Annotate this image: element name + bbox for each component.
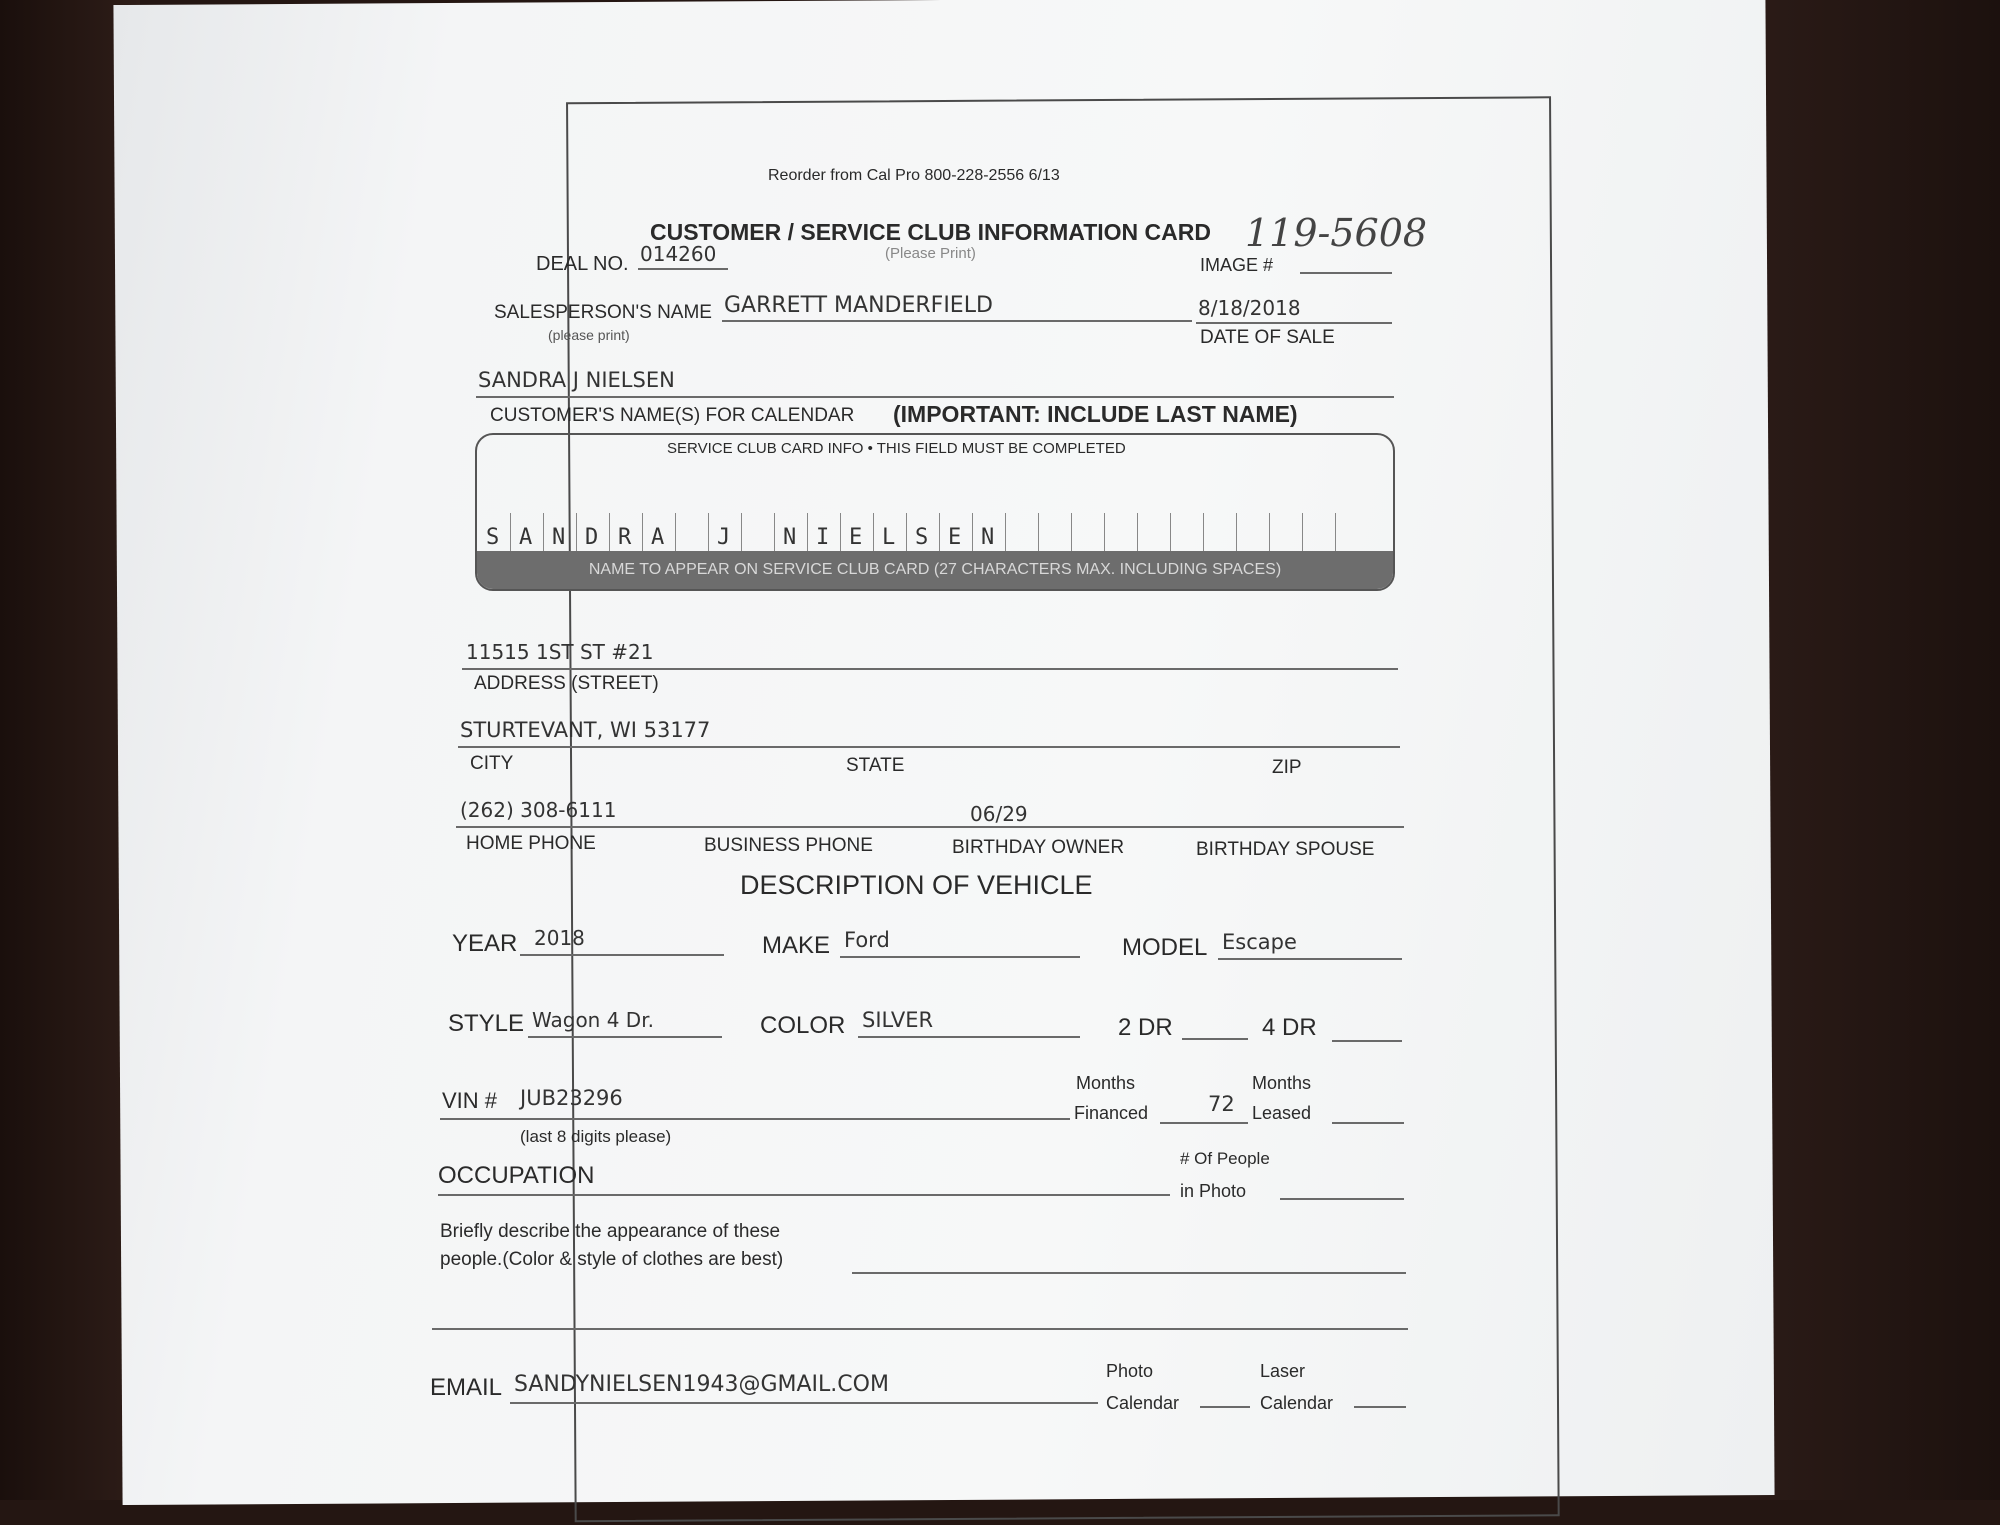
people-line[interactable] (1280, 1198, 1404, 1200)
service-card-cell-divider (642, 513, 643, 553)
service-club-card-box (475, 433, 1395, 591)
financed-months-label: Months (1076, 1073, 1136, 1093)
occupation-line[interactable] (438, 1194, 1170, 1196)
service-card-cell-divider (609, 513, 610, 553)
service-card-cell-divider (1335, 513, 1336, 553)
photo-label: Photo (1106, 1361, 1154, 1381)
address-line (462, 668, 1398, 670)
style-value[interactable]: Wagon 4 Dr. (532, 1008, 654, 1032)
service-card-band-text: NAME TO APPEAR ON SERVICE CLUB CARD (27 CHARACTERS MAX. INCLUDING SPACES) (588, 561, 1282, 578)
color-label: COLOR (760, 1012, 846, 1039)
occupation-label: OCCUPATION (438, 1162, 595, 1189)
style-line (528, 1036, 722, 1038)
date-of-sale-label: DATE OF SALE (1200, 327, 1335, 348)
service-card-cell-divider (675, 513, 676, 553)
describe-line-1: Briefly describe the appearance of these (440, 1221, 781, 1242)
make-line (840, 956, 1080, 958)
service-card-letter: I (816, 525, 830, 550)
service-card-cell-divider (1170, 513, 1171, 553)
describe-extra-line[interactable] (432, 1328, 1408, 1330)
email-value[interactable]: SANDYNIELSEN1943@GMAIL.COM (514, 1372, 889, 1397)
service-card-letter: D (585, 525, 599, 550)
customer-name-label: CUSTOMER'S NAME(S) FOR CALENDAR (490, 405, 855, 426)
desk-right-background (1750, 0, 2000, 1500)
laser-label: Laser (1260, 1361, 1306, 1381)
service-card-header: SERVICE CLUB CARD INFO • THIS FIELD MUST BE COMPLETED (667, 440, 1126, 457)
service-card-cell-divider (774, 513, 775, 553)
customer-name-value[interactable]: SANDRA J NIELSEN (478, 368, 675, 392)
model-value[interactable]: Escape (1222, 930, 1297, 954)
form-title: CUSTOMER / SERVICE CLUB INFORMATION CARD (650, 219, 1211, 245)
service-card-letter: L (882, 525, 896, 550)
service-card-letter: A (651, 525, 665, 550)
model-line (1218, 958, 1402, 960)
salesperson-please-print: (please print) (548, 327, 630, 343)
salesperson-label: SALESPERSON'S NAME (494, 302, 712, 323)
service-card-cell-divider (1005, 513, 1006, 553)
service-card-cell-divider (906, 513, 907, 553)
service-card-cell-divider (840, 513, 841, 553)
year-label: YEAR (452, 930, 518, 957)
city-state-zip-value[interactable]: STURTEVANT, WI 53177 (460, 718, 711, 742)
describe-line-2: people.(Color & style of clothes are best) (440, 1249, 784, 1270)
vin-label: VIN # (442, 1088, 498, 1113)
image-number-line (1300, 272, 1392, 274)
zip-label: ZIP (1272, 757, 1302, 778)
deal-number-line (638, 268, 728, 270)
phone-line (456, 826, 1404, 828)
service-card-cell-divider (1104, 513, 1105, 553)
state-label: STATE (846, 755, 905, 776)
service-card-cell-divider (543, 513, 544, 553)
service-card-cell-divider (1302, 513, 1303, 553)
service-card-cell-divider (708, 513, 709, 553)
service-card-letter: N (783, 525, 797, 550)
style-label: STYLE (448, 1010, 525, 1037)
make-value[interactable]: Ford (844, 928, 890, 952)
service-card-cell-divider (1236, 513, 1237, 553)
address-label: ADDRESS (STREET) (474, 673, 659, 694)
four-door-label: 4 DR (1262, 1014, 1317, 1041)
service-card-letter: A (519, 525, 533, 550)
color-value[interactable]: SILVER (862, 1008, 934, 1032)
year-line (520, 954, 724, 956)
business-phone-label: BUSINESS PHONE (704, 835, 873, 856)
birthday-owner-value[interactable]: 06/29 (970, 802, 1028, 826)
service-card-cell-divider (939, 513, 940, 553)
birthday-owner-label: BIRTHDAY OWNER (952, 837, 1125, 858)
deal-number-label: DEAL NO. (536, 253, 629, 275)
vin-line (440, 1118, 1070, 1120)
birthday-spouse-label: BIRTHDAY SPOUSE (1196, 839, 1375, 860)
vin-value[interactable]: JUB23296 (520, 1086, 623, 1110)
model-label: MODEL (1122, 934, 1208, 961)
service-card-letter: N (552, 525, 566, 550)
service-card-letter: J (717, 525, 731, 550)
leased-label: Leased (1252, 1103, 1312, 1123)
make-label: MAKE (762, 932, 831, 959)
deal-number-value[interactable]: 014260 (640, 242, 717, 266)
vin-note: (last 8 digits please) (520, 1127, 672, 1146)
describe-line[interactable] (852, 1272, 1406, 1274)
two-door-label: 2 DR (1118, 1014, 1173, 1041)
customer-name-line (476, 396, 1394, 398)
people-label-2: in Photo (1180, 1181, 1247, 1201)
service-card-cell-divider (1203, 513, 1204, 553)
four-door-line[interactable] (1332, 1040, 1402, 1042)
vehicle-heading: DESCRIPTION OF VEHICLE (740, 870, 1093, 900)
important-note: (IMPORTANT: INCLUDE LAST NAME) (893, 401, 1298, 427)
financed-line (1160, 1122, 1248, 1124)
home-phone-value[interactable]: (262) 308-6111 (460, 798, 617, 822)
service-card-character-grid (477, 513, 1393, 553)
date-of-sale-line (1196, 322, 1392, 324)
city-line (458, 746, 1400, 748)
service-card-letter: S (486, 525, 500, 550)
service-card-letter: N (981, 525, 995, 550)
laser-calendar-line[interactable] (1354, 1406, 1406, 1408)
service-card-cell-divider (972, 513, 973, 553)
photo-calendar-line[interactable] (1200, 1406, 1250, 1408)
reorder-text: Reorder from Cal Pro 800-228-2556 6/13 (768, 167, 1060, 184)
people-label-1: # Of People (1180, 1149, 1270, 1168)
photo-calendar-label: Calendar (1106, 1393, 1180, 1413)
home-phone-label: HOME PHONE (466, 833, 596, 854)
service-card-cell-divider (873, 513, 874, 553)
financed-label: Financed (1074, 1103, 1149, 1123)
year-value[interactable]: 2018 (534, 926, 585, 950)
salesperson-value[interactable]: GARRETT MANDERFIELD (724, 293, 993, 318)
service-card-cell-divider (1137, 513, 1138, 553)
image-number-handwritten: 119-5608 (1245, 211, 1428, 255)
service-card-cell-divider (807, 513, 808, 553)
service-card-letter: E (948, 525, 962, 550)
color-line (858, 1036, 1080, 1038)
laser-calendar-label: Calendar (1260, 1393, 1334, 1413)
service-card-cell-divider (1071, 513, 1072, 553)
service-card-letter: E (849, 525, 863, 550)
email-line (510, 1402, 1098, 1404)
image-number-label: IMAGE # (1200, 255, 1274, 275)
leased-line[interactable] (1332, 1122, 1404, 1124)
date-of-sale-value[interactable]: 8/18/2018 (1198, 296, 1301, 320)
two-door-line[interactable] (1182, 1038, 1248, 1040)
leased-months-label: Months (1252, 1073, 1312, 1093)
please-print-note: (Please Print) (885, 245, 976, 262)
service-card-letter: S (915, 525, 929, 550)
service-card-cell-divider (741, 513, 742, 553)
service-card-cell-divider (1269, 513, 1270, 553)
address-value[interactable]: 11515 1ST ST #21 (466, 640, 654, 664)
salesperson-line (722, 320, 1192, 322)
email-label: EMAIL (430, 1374, 503, 1401)
form-border (566, 96, 1560, 1522)
financed-value[interactable]: 72 (1208, 1092, 1235, 1116)
service-card-letter: R (618, 525, 632, 550)
city-label: CITY (470, 753, 514, 774)
service-card-band (477, 551, 1393, 589)
service-card-cell-divider (576, 513, 577, 553)
service-card-cell-divider (1038, 513, 1039, 553)
service-card-cell-divider (510, 513, 511, 553)
